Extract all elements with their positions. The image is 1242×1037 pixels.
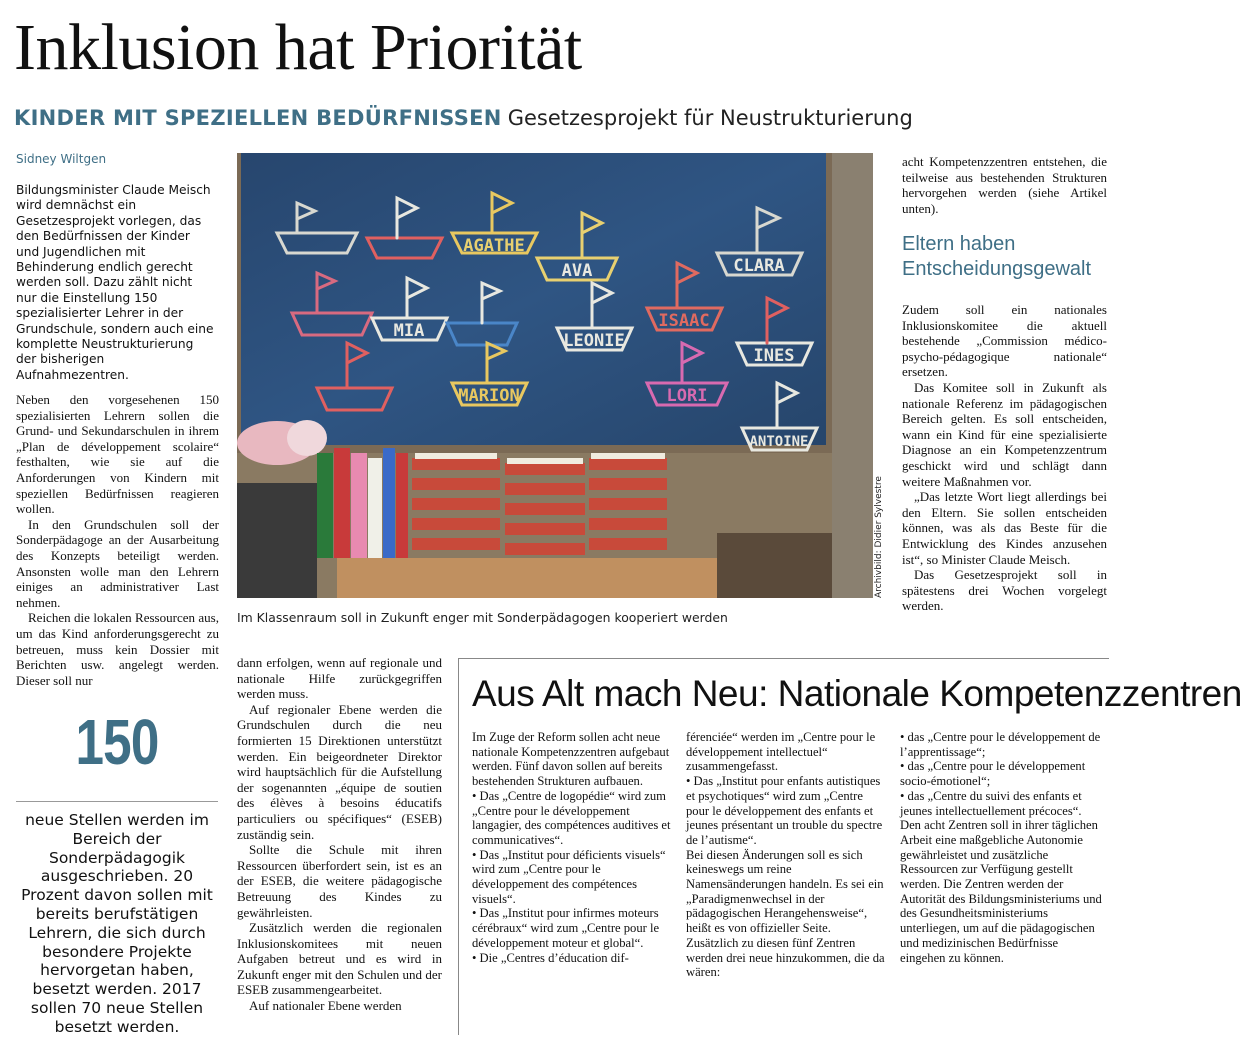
paragraph: Auf regionaler Ebene werden die Grundschulen durch die neu formierten 15 Direktionen unterstützt werden. Ein beigeordneter Direktor wird hauptsächlich für die Aufstellung der sogenannten „équipe de soutien des élèves à besoins éducatifs particuliers ou spécifiques“ (ESEB) zuständig sein. — [237, 701, 442, 842]
paragraph: férenciée“ werden im „Centre pour le développement intellectuel“ zusammengefasst. — [686, 730, 876, 774]
section-heading-line: Eltern haben — [902, 233, 1016, 255]
chalk-name: CLARA — [733, 256, 785, 276]
paragraph: Reichen die lokalen Ressourcen aus, um das Kind anforderungsgerecht zu betreuen, muss kein Dossier mit Berichten usw. angelegt werden. Dieser soll nur — [16, 610, 219, 688]
sidebar-border-top — [458, 658, 1109, 659]
paragraph: Neben den vorgesehenen 150 spezialisierten Lehrern sollen die Grund- und Sekundarschulen in ihrem „Plan de développement scolaire“ festhalten, wie sie auf die Anforderungen von Kindern mit speziellen Bedürfnissen reagieren wollen. — [16, 392, 219, 517]
paragraph: In den Grundschulen soll der Sonderpädagoge an der Ausarbeitung des Konzepts beteiligt werden. Ansonsten wolle man den Lehrern einiges an administrativer Last nehmen. — [16, 516, 219, 610]
paragraph: Auf nationaler Ebene werden — [249, 998, 402, 1014]
photo-caption: Im Klassenraum soll in Zukunft enger mit Sonderpädagogen kooperiert werden — [237, 610, 728, 625]
subheadline — [14, 104, 913, 132]
chalk-name: ISAAC — [658, 311, 710, 331]
list-item: • Das „Institut pour infirmes moteurs cérébraux“ wird zum „Centre pour le développement moteur et global“. — [472, 906, 660, 950]
list-item: • das „Centre pour le développement de l’apprentissage“; — [900, 730, 1101, 759]
article-column-3-top — [902, 154, 1107, 216]
article-column-1 — [16, 392, 219, 688]
sidebar-column-2 — [686, 730, 886, 980]
sidebar-column-3 — [900, 730, 1106, 965]
paragraph: Das Komitee soll in Zukunft als nationale Referenz im pädagogischen Bereich gelten. Es soll entscheiden, wann ein Kind für eine spezialisierte Diagnose an ein Kompetenzzentrum geschickt wird und schlägt dann weitere Maßnahmen vor. — [902, 379, 1107, 489]
lead-paragraph — [16, 183, 216, 383]
list-item: • das „Centre du suivi des enfants et jeunes intellectuellement précoces“. — [900, 788, 1082, 818]
infobox-number: 150 — [75, 706, 159, 778]
chalk-name: INES — [753, 346, 795, 366]
infobox-divider — [16, 801, 218, 802]
sidebar-border-left — [458, 658, 459, 1035]
paragraph: Den acht Zentren soll in ihrer täglichen Arbeit eine maßgebliche Autonomie gewährleistet und zusätzliche Ressourcen zur Verfügung gestellt werden. Die Zentren werden der Autorität des Bildungsministeriums und des Gesundheitsministeriums unterliegen, um auf die pädagogischen und medizinischen Bedürfnisse eingehen zu können. — [900, 818, 1102, 965]
chalk-name: MIA — [393, 321, 425, 341]
paragraph: acht Kompetenzzentren entstehen, die teilweise aus bestehenden Strukturen hervorgehen werden (siehe Artikel unten). — [902, 154, 1107, 216]
paragraph: Das Gesetzesprojekt soll in spätestens drei Wochen vorgelegt werden. — [902, 567, 1107, 614]
photo-credit: Archivbild: Didier Sylvestre — [874, 476, 884, 598]
sidebar-title: Aus Alt mach Neu: Nationale Kompetenzzentren — [472, 673, 1242, 714]
chalk-name: LEONIE — [563, 331, 625, 351]
article-column-2 — [237, 655, 442, 1014]
paragraph: Zudem soll ein nationales Inklusionskomitee die aktuell bestehende „Commission médico-psycho-pédagogique nationale“ ersetzen. — [902, 302, 1107, 380]
chalk-name: MARION — [458, 386, 520, 406]
sidebar-column-1 — [472, 730, 672, 965]
paragraph: Zusätzlich werden die regionalen Inklusionskomitees mit neuen Aufgaben betreut und es wird in Zukunft enger mit den Schulen und der ESEB zusammengearbeitet. — [237, 920, 442, 998]
chalk-name: AVA — [561, 261, 593, 281]
headline: Inklusion hat Priorität — [14, 11, 582, 84]
list-item: • Das „Institut pour déficients visuels“ wird zum „Centre pour le développement des compétences visuels“. — [472, 847, 666, 906]
lead-text: Bildungsminister Claude Meisch wird demnächst ein Gesetzesprojekt vorlegen, das den Bedürfnissen der Kinder und Jugendlichen mit Behinderung endlich gerecht werden soll. Dazu zählt nicht nur die Einstellung 150 spezialisierter Lehrer in der Grundschule, sondern auch eine komplette Neustrukturierung der bisherigen Aufnahmezentren. — [16, 183, 214, 382]
list-item: • Die „Centres d’éducation dif- — [472, 950, 629, 965]
paragraph: „Das letzte Wort liegt allerdings bei den Eltern. Sie sollen entscheiden können, was als das Beste für die Entwicklung des Kindes anzusehen ist“, so Minister Claude Meisch. — [902, 489, 1107, 567]
classroom-photo — [237, 153, 873, 598]
chalkboard-illustration — [237, 153, 873, 598]
chalk-name: LORI — [666, 386, 708, 406]
chalk-name: AGATHE — [463, 236, 525, 256]
paragraph: Im Zuge der Reform sollen acht neue nationale Kompetenzzentren aufgebaut werden. Fünf davon sollen auf bereits bestehenden Strukturen aufbauen. — [472, 730, 670, 789]
list-item: • Das „Centre de logopédie“ wird zum „Centre pour le développement langagier, des compétences auditives et communicatives“. — [472, 788, 671, 847]
paragraph: Sollte die Schule mit ihren Ressourcen überfordert sein, ist es an der ESEB, die weitere pädagogische Betreuung des Kindes zu gewährleisten. — [237, 842, 442, 920]
deck: Gesetzesprojekt für Neustrukturierung — [507, 106, 913, 130]
article-column-3 — [902, 302, 1107, 614]
chalk-name: ANTOINE — [749, 434, 809, 450]
infobox-text: neue Stellen werden im Bereich der Sonderpädagogik ausgeschrieben. 20 Prozent davon sollen mit bereits berufstätigen Lehrern, die sich durch besondere Projekte hervorgetan haben, besetzt werden. 2017 sollen 70 neue Stellen besetzt werden. — [21, 811, 213, 1036]
byline: Sidney Wiltgen — [16, 152, 107, 166]
section-heading-line: Entscheidungsgewalt — [902, 258, 1092, 280]
list-item: • das „Centre pour le développement socio-émotionel“; — [900, 759, 1086, 789]
list-item: • Das „Institut pour enfants autistiques et psychotiques“ wird zum „Centre pour le développement des enfants et jeunes présentant un trouble du spectre de l’autisme“. — [686, 774, 883, 847]
paragraph: Bei diesen Änderungen soll es sich keineswegs um reine Namensänderungen handeln. Es sei ein „Paradigmenwechsel in der pädagogischen Herangehensweise“, heißt es von offizieller Seite. Zusätzlich zu diesen fünf Zentren werden drei neue hinzukommen, die da wären: — [686, 847, 885, 980]
paragraph: dann erfolgen, wenn auf regionale und nationale Hilfe zurückgegriffen werden muss. — [237, 655, 442, 702]
kicker: KINDER MIT SPEZIELLEN BEDÜRFNISSEN — [14, 106, 502, 130]
section-heading — [902, 232, 1107, 282]
